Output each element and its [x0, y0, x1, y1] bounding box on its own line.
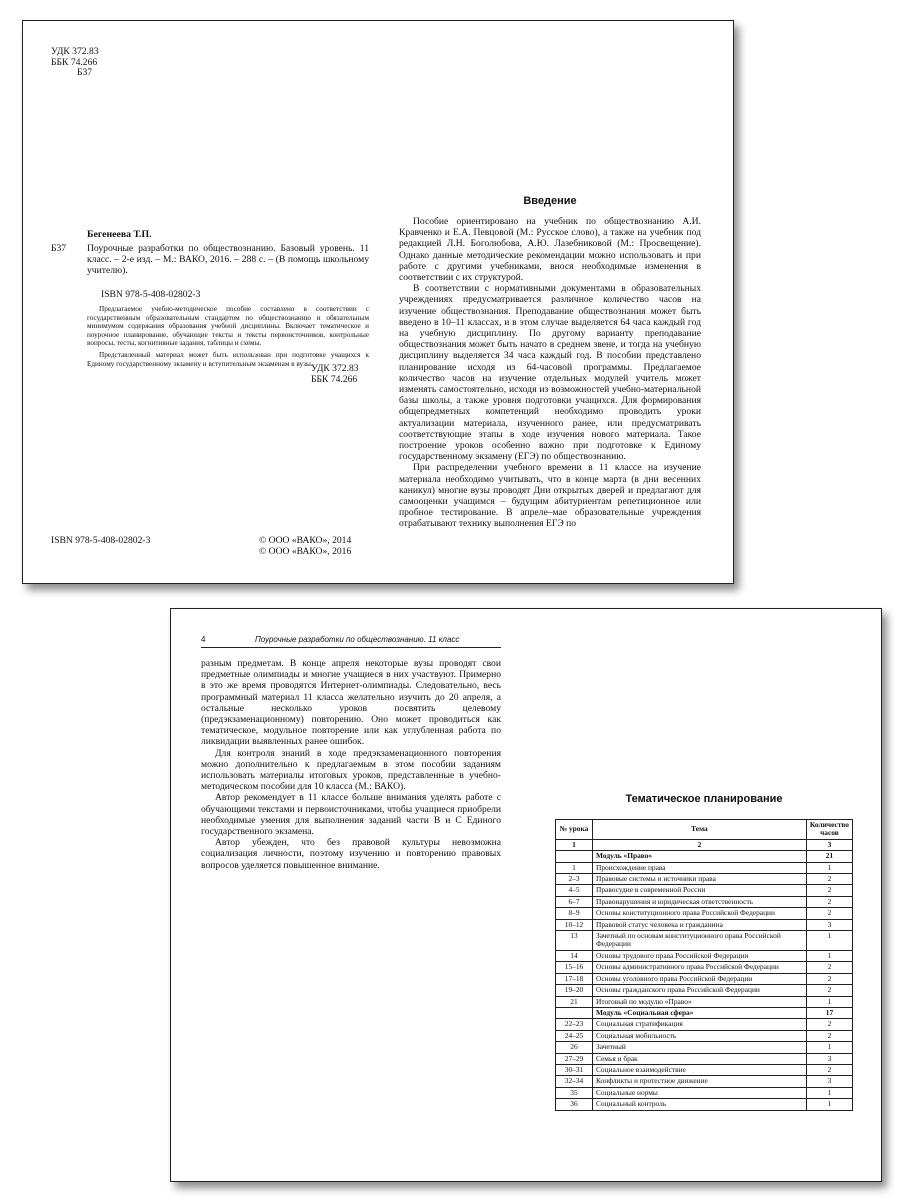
hours-cell: 2: [806, 1064, 852, 1075]
bbk-code: ББК 74.266: [311, 374, 358, 385]
column-number: 1: [556, 839, 593, 850]
table-row: [556, 985, 853, 996]
table-row: [556, 973, 853, 984]
isbn-inline: ISBN 978-5-408-02802-3: [101, 289, 201, 300]
lesson-number-cell: 8–9: [556, 908, 593, 919]
table-row: [556, 962, 853, 973]
lesson-number-cell: 35: [556, 1087, 593, 1098]
lesson-number-cell: 14: [556, 950, 593, 961]
bbk-code: ББК 74.266: [51, 56, 98, 68]
lesson-number-cell: 27–29: [556, 1053, 593, 1064]
section-heading: Введение: [523, 195, 577, 207]
topic-cell: Социальные нормы: [593, 1087, 807, 1098]
topic-cell: Социальная мобильность: [593, 1030, 807, 1041]
topic-cell: Социальная стратификация: [593, 1019, 807, 1030]
lesson-number-cell: 17–18: [556, 973, 593, 984]
hours-cell: 3: [806, 919, 852, 930]
table-row: [556, 885, 853, 896]
bibliographic-description: Поурочные разработки по обществознанию. Базовый уровень. 11 класс. – 2-е изд. – М.: ВАКО, 2016. – 288 с. – (В помощь школьному учителю).: [87, 243, 369, 277]
paragraph: Автор рекомендует в 11 классе больше внимания уделять работе с обучающими текстами и первоисточниками, чтобы учащиеся приобрели необходимые умения для выполнения заданий части В и С Единого государственного экзамена.: [201, 792, 501, 838]
imprint-page: [51, 47, 369, 567]
table-row: [556, 1053, 853, 1064]
topic-cell: Правонарушения и юридическая ответственность: [593, 896, 807, 907]
copyright-line: © ООО «ВАКО», 2016: [259, 546, 352, 557]
lesson-number-cell: 26: [556, 1042, 593, 1053]
table-row: [556, 908, 853, 919]
lesson-number-cell: 19–20: [556, 985, 593, 996]
book-spread-1: [22, 20, 734, 584]
annotation-text: Предлагаемое учебно-методическое пособие составлено в соответствии с государственным образовательным стандартом по обществознанию и обязательным минимумом содержания образования учебной дисциплины. Включает тематическое и поурочное планирование, обучающие тексты и тексты первоисточников, контрольные вопросы, тесты, когнитивные задания, таблицы и схемы.: [87, 305, 369, 348]
lesson-number-cell: 1: [556, 862, 593, 873]
lesson-number-cell: 4–5: [556, 885, 593, 896]
topic-cell: Основы уголовного права Российской Федерации: [593, 973, 807, 984]
topic-cell: Правовой статус человека и гражданина: [593, 919, 807, 930]
hours-cell: 1: [806, 862, 852, 873]
topic-cell: Правовые системы и источники права: [593, 874, 807, 885]
hours-cell: 3: [806, 1053, 852, 1064]
lesson-number-cell: 2–3: [556, 874, 593, 885]
table-row: [556, 1076, 853, 1087]
hours-cell: 1: [806, 1042, 852, 1053]
topic-cell: Семья и брак: [593, 1053, 807, 1064]
copyright-line: © ООО «ВАКО», 2014: [259, 535, 352, 546]
column-number: 2: [593, 839, 807, 850]
hours-cell: 2: [806, 885, 852, 896]
lesson-number-cell: 36: [556, 1099, 593, 1110]
introduction-page: [399, 195, 701, 579]
hours-cell: 1: [806, 931, 852, 951]
lesson-number-cell: [556, 851, 593, 862]
hours-cell: 1: [806, 1099, 852, 1110]
table-header-row: [556, 820, 853, 840]
running-head-title: Поурочные разработки по обществознанию. 11 класс: [255, 635, 460, 644]
topic-cell: Зачетный по основам конституционного права Российской Федерации: [593, 931, 807, 951]
table-row: [556, 1030, 853, 1041]
module-row: [556, 1007, 853, 1018]
udk-block: [51, 47, 369, 79]
table-row: [556, 874, 853, 885]
topic-cell: Правосудие в современной России: [593, 885, 807, 896]
isbn-bottom: ISBN 978-5-408-02802-3: [51, 535, 151, 546]
lesson-number-cell: 13: [556, 931, 593, 951]
lesson-number-cell: 6–7: [556, 896, 593, 907]
hours-cell: 2: [806, 908, 852, 919]
cipher: Б37: [51, 243, 67, 254]
table-row: [556, 950, 853, 961]
introduction-body: [399, 216, 701, 530]
topic-cell: Итоговый по модулю «Право»: [593, 996, 807, 1007]
copyright-block: [259, 535, 351, 557]
page-5: [555, 793, 853, 1111]
annotation-text: Представленный материал может быть использован при подготовке учащихся к Единому государственному экзамену и вступительным экзаменам в вузы.: [87, 350, 369, 368]
lesson-number-cell: 32–34: [556, 1076, 593, 1087]
hours-cell: 1: [806, 996, 852, 1007]
table-row: [556, 1019, 853, 1030]
classification-right: [311, 363, 359, 385]
numbering-row: [556, 839, 853, 850]
hours-cell: 3: [806, 1076, 852, 1087]
table-row: [556, 996, 853, 1007]
hours-cell: 2: [806, 896, 852, 907]
table-row: [556, 1064, 853, 1075]
table-row: [556, 1099, 853, 1110]
topic-cell: Основы гражданского права Российской Федерации: [593, 985, 807, 996]
hours-cell: 17: [806, 1007, 852, 1018]
paragraph: разным предметам. В конце апреля некоторые вузы проводят свои предметные олимпиады и многие учащиеся в них участвуют. Примерно в это же время проводятся Интернет-олимпиады. Следовательно, весь программный материал 11 класса желательно изучить до 20 апреля, а остальные несколько уроков посвятить целевому (предэкзаменационному) повторению. Оно может проводиться как тематическое, модульное повторение или как углубленная работа по ликвидации выявленных ранее ошибок.: [201, 658, 501, 748]
topic-cell: Зачетный: [593, 1042, 807, 1053]
column-number: 3: [806, 839, 852, 850]
table-row: [556, 1042, 853, 1053]
topic-cell: Модуль «Социальная сфера»: [593, 1007, 807, 1018]
topic-cell: Основы трудового права Российской Федерации: [593, 950, 807, 961]
page-4: [201, 635, 501, 1165]
column-header: № урока: [556, 820, 593, 840]
lesson-number-cell: [556, 1007, 593, 1018]
hours-cell: 2: [806, 1019, 852, 1030]
paragraph: В соответствии с нормативными документами в образовательных учреждениях предусматривается различное количество часов на изучение обществознания. Преподавание обществознания может быть введено в 10–11 классах, и в этом случае выделяется 64 часа каждый год на учебную дисциплину. По другому варианту преподавание обществознания может быть начато в среднем звене, и тогда на учебную дисциплину выделяется 34 часа каждый год. В пособии представлено планирование исходя из 64-часовой программы. Предлагаемое количество часов на изучение отдельных модулей учитель может изменять самостоятельно, исходя из возможностей учебно-материальной базы школы, а также уровня подготовки учащихся. Для формирования общепредметных компетенций необходимо проводить уроки актуализации материала, изученного ранее, или предусматривать соответствующие этапы в ходе изучения нового материала. Такое построение уроков особенно важно при подготовке к Единому государственному экзамену (ЕГЭ) по обществознанию.: [399, 283, 701, 463]
topic-cell: Социальное взаимодействие: [593, 1064, 807, 1075]
topic-cell: Основы административного права Российской Федерации: [593, 962, 807, 973]
hours-cell: 2: [806, 985, 852, 996]
paragraph: При распределении учебного времени в 11 классе на изучение материала необходимо учитывать, что в конце марта (в дни весенних каникул) многие вузы проводят Дни открытых дверей и предлагают для самооценки учащимся – будущим абитуриентам репетиционное или пробное тестирование. В апреле–мае образовательные учреждения отрабатывают технику выполнения ЕГЭ по: [399, 462, 701, 530]
page-4-body: [201, 658, 501, 871]
hours-cell: 21: [806, 851, 852, 862]
lesson-number-cell: 24–25: [556, 1030, 593, 1041]
hours-cell: 1: [806, 950, 852, 961]
paragraph: Пособие ориентировано на учебник по обществознанию А.И. Кравченко и Е.А. Певцовой (М.: Русское слово), а также на учебник под редакцией Л.Н. Боголюбова, А.Ю. Лазебниковой (М.: Просвещение). Однако данные методические рекомендации можно использовать и при работе с другими учебниками, внося необходимые изменения в соответствии с их структурой.: [399, 216, 701, 284]
udk-code: УДК 372.83: [51, 46, 99, 57]
table-row: [556, 862, 853, 873]
topic-cell: Основы конституционного права Российской Федерации: [593, 908, 807, 919]
book-spread-2: [170, 608, 882, 1182]
paragraph: Для контроля знаний в ходе предэкзаменационного повторения можно дополнительно к предлагаемым в этом пособии заданиям использовать материалы итоговых уроков, представленные в учебно-методическом пособии для 10 класса (М.: ВАКО).: [201, 747, 501, 793]
hours-cell: 2: [806, 1030, 852, 1041]
topic-cell: Социальный контроль: [593, 1099, 807, 1110]
author-mark: Б37: [77, 67, 93, 79]
table-body: [556, 851, 853, 1110]
lesson-number-cell: 15–16: [556, 962, 593, 973]
paragraph: Автор убежден, что без правовой культуры невозможна социализация личности, поэтому изучению и повторению правовых вопросов уделяется повышенное внимание.: [201, 837, 501, 871]
lesson-number-cell: 30–31: [556, 1064, 593, 1075]
column-header: Количество часов: [806, 820, 852, 840]
topic-cell: Происхождение права: [593, 862, 807, 873]
author-name: Бегенеева Т.П.: [87, 229, 152, 240]
topic-cell: Конфликты и протестное движение: [593, 1076, 807, 1087]
topic-cell: Модуль «Право»: [593, 851, 807, 862]
module-row: [556, 851, 853, 862]
table-heading: Тематическое планирование: [625, 793, 783, 805]
hours-cell: 2: [806, 962, 852, 973]
udk-code: УДК 372.83: [311, 363, 359, 374]
page-number: 4: [201, 635, 206, 644]
column-header: Тема: [593, 820, 807, 840]
table-row: [556, 1087, 853, 1098]
thematic-plan-table: [555, 819, 853, 1111]
hours-cell: 2: [806, 874, 852, 885]
annotation: [87, 305, 369, 368]
table-row: [556, 931, 853, 951]
lesson-number-cell: 22–23: [556, 1019, 593, 1030]
lesson-number-cell: 21: [556, 996, 593, 1007]
hours-cell: 1: [806, 1087, 852, 1098]
hours-cell: 2: [806, 973, 852, 984]
lesson-number-cell: 10–12: [556, 919, 593, 930]
running-header: [201, 635, 501, 648]
table-row: [556, 896, 853, 907]
table-row: [556, 919, 853, 930]
